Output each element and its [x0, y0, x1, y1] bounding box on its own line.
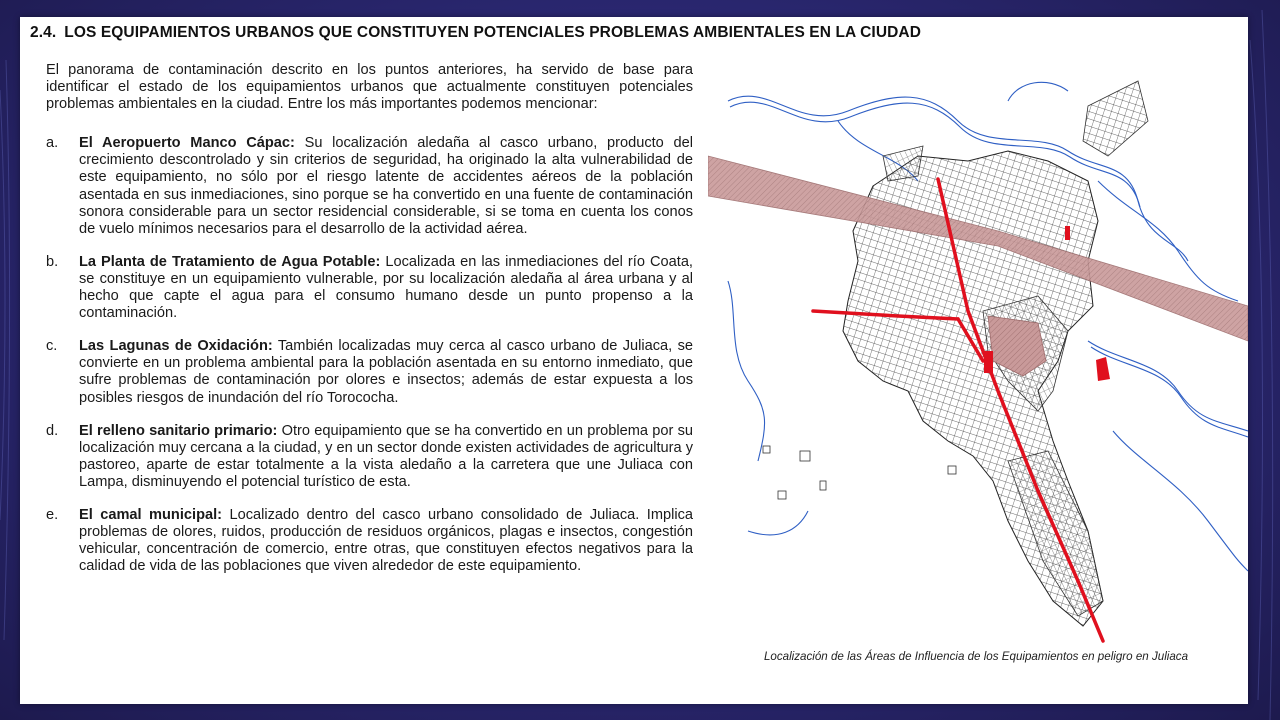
list-marker: c. — [46, 338, 58, 355]
list-marker: b. — [46, 253, 59, 270]
list-item-slaughterhouse — [46, 507, 693, 575]
section-heading — [30, 24, 1090, 42]
item-title: La Planta de Tratamiento de Agua Potable: — [79, 253, 381, 270]
item-title: El relleno sanitario primario: — [79, 422, 278, 439]
section-number: 2.4. — [30, 24, 57, 41]
figure-caption: Localización de las Áreas de Influencia de los Equipamientos en peligro en Juliaca — [763, 650, 1189, 663]
intro-paragraph: El panorama de contaminación descrito en los puntos anteriores, ha servido de base para identificar el estado de los equipamientos urbanos que actualmente constituyen potenciales problemas ambientales en la ciudad. Entre los más importantes podemos mencionar: — [46, 62, 693, 113]
list-marker: e. — [46, 506, 59, 523]
list-item-water-plant — [46, 254, 693, 322]
item-text: Su localización aledaña al casco urbano, producto del crecimiento descontrolado y sin criterios de seguridad, ha originado la alta vulnerabilidad de este equipamiento, no sólo por el riesgo latente de accidentes aéreos de la población asentada en sus inmediaciones, sino porque se ha convertido en una fuente de contaminación sonora considerable para un sector residencial considerable, si se toma en cuenta los conos de vuelo mínimos necesarios para el desarrollo de la actividad aérea. — [79, 135, 693, 237]
item-text: Localizado dentro del casco urbano consolidado de Juliaca. Implica problemas de olores, ruidos, producción de residuos orgánicos, plagas e insectos, congestión vehicular, concentración de comercio, entre otras, que constituyen efectos negativos para la calidad de vida de las poblaciones que viven alrededor de este equipamiento. — [79, 506, 693, 575]
section-title: LOS EQUIPAMIENTOS URBANOS QUE CONSTITUYEN POTENCIALES PROBLEMAS AMBIENTALES EN LA CIUDAD — [64, 24, 922, 41]
list-item-airport — [46, 135, 693, 238]
city-map — [708, 61, 1248, 646]
item-title: Las Lagunas de Oxidación: — [79, 338, 273, 355]
item-text: Localizada en las inmediaciones del río Coata, se constituye en un equipamiento vulnerable, por su localización aledaña al área urbana y al hecho que capte el agua para el consumo humano desde un punto propenso a la contaminación. — [79, 253, 693, 322]
scattered-lots — [763, 446, 956, 499]
item-text: Otro equipamiento que se ha convertido en un problema por su localización muy cercana a la ciudad, y en un sector donde existen actividades de agricultura y pastoreo, aparte de estar totalmente a la vista aledaño a la carretera que une Juliaca con Lampa, disminuyendo el potencial turístico de esta. — [79, 422, 693, 490]
list-marker: d. — [46, 422, 59, 439]
list-marker: a. — [46, 135, 59, 152]
item-text: También localizadas muy cerca al casco urbano de Juliaca, se convierte en un problema ambiental para la población asentada en su entorno inmediato, que sufre problemas de contaminación por olores e insectos; además de estar expuesta a los posibles riesgos de inundación del río Torocochа. — [79, 338, 693, 406]
item-title: El Aeropuerto Manco Cápac: — [79, 135, 295, 152]
body-text — [46, 62, 693, 575]
item-title: El camal municipal: — [79, 506, 223, 523]
list-item-landfill — [46, 423, 693, 491]
list-item-oxidation-lagoons — [46, 338, 693, 406]
document-page — [20, 17, 1248, 704]
